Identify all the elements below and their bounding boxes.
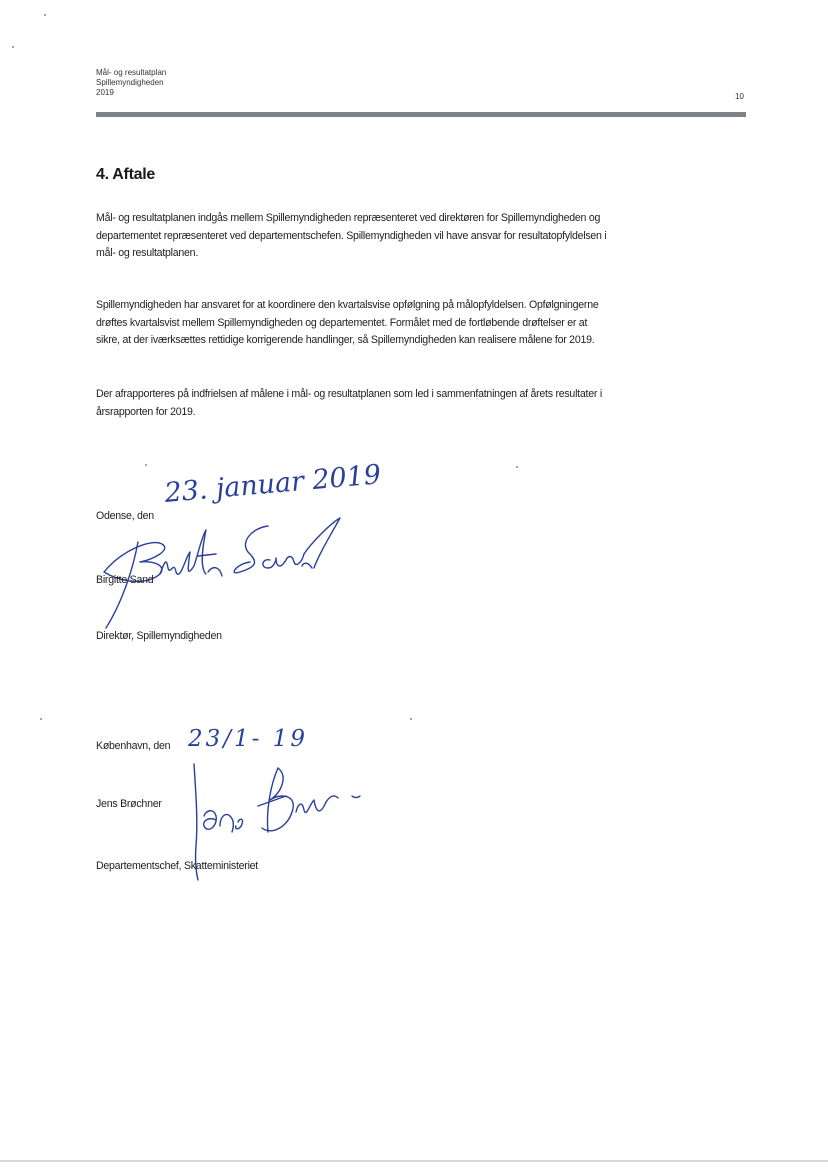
signatory2-place-label: København, den: [96, 740, 171, 752]
signatory2-handwritten-date: 23/1- 19: [188, 726, 308, 752]
paragraph-follow-up: Spillemyndigheden har ansvaret for at koordinere den kvartalsvise opfølgning på målopfyldelsen. Opfølgningerne drøftes kvartalsvist mellem Spillemyndigheden og departementet. Formålet med de fortløbende drøftelser er at sikre, at der iværksættes rettidige korrigerende handlinger, så Spillemyndigheden kan realisere målene for 2019.: [96, 299, 599, 346]
scan-bottom-edge: [0, 1160, 828, 1162]
header-organisation: Spillemyndigheden: [96, 78, 164, 87]
document-header-meta: [96, 68, 166, 98]
scan-speck: [44, 14, 46, 16]
header-year: 2019: [96, 88, 114, 97]
signatory1-title: Direktør, Spillemyndigheden: [96, 630, 222, 642]
signatory1-name: Birgitte Sand: [96, 574, 154, 586]
paragraph-agreement: Mål- og resultatplanen indgås mellem Spillemyndigheden repræsenteret ved direktøren for Spillemyndigheden og departementet repræsenteret ved departementschefen. Spillemyndigheden vil have ansvar for resultatopfyldelsen i mål- og resultatplanen.: [96, 212, 607, 259]
scan-speck: [12, 46, 14, 48]
scan-speck: [145, 464, 147, 466]
page-number: 10: [735, 92, 744, 101]
signatory2-name: Jens Brøchner: [96, 798, 162, 810]
scan-speck: [516, 466, 518, 468]
header-rule: [96, 112, 746, 117]
signatory2-title: Departementschef, Skatteministeriet: [96, 860, 259, 872]
signatory1-place-label: Odense, den: [96, 510, 154, 522]
signatory1-handwritten-date: 23. januar 2019: [163, 459, 383, 509]
scan-speck: [40, 718, 42, 720]
paragraph-reporting: Der afrapporteres på indfrielsen af målene i mål- og resultatplanen som led i sammenfatningen af årets resultater i årsrapporten for 2019.: [96, 388, 602, 418]
scan-speck: [410, 718, 412, 720]
header-plan-name: Mål- og resultatplan: [96, 68, 167, 77]
section-title: 4. Aftale: [96, 166, 155, 183]
